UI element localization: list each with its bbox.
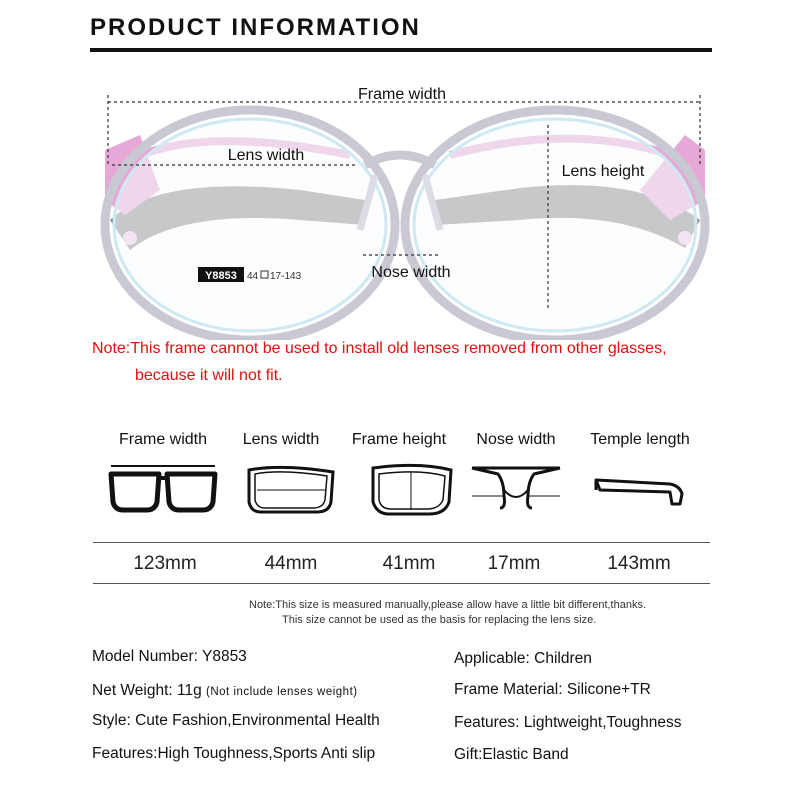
- spec-features-left: Features:High Toughness,Sports Anti slip: [92, 745, 376, 762]
- lens-width-label: Lens width: [227, 147, 305, 164]
- col-lens-width: Lens width: [242, 431, 320, 448]
- temple-print-model: Y8853: [205, 270, 237, 282]
- measure-note-line-2: This size cannot be used as the basis for replacing the lens size.: [282, 614, 597, 626]
- full-frame-icon: [103, 460, 223, 520]
- page-title: PRODUCT INFORMATION: [90, 14, 421, 41]
- spec-model: Model Number: Y8853: [92, 648, 247, 665]
- temple-print-size: 17-143: [270, 271, 302, 282]
- value-lens-width: 44mm: [264, 553, 318, 574]
- spec-weight: [92, 682, 358, 700]
- col-frame-width: Frame width: [118, 431, 208, 448]
- value-nose-width: 17mm: [487, 553, 541, 574]
- nose-bridge: [365, 155, 435, 165]
- spec-applicable: Applicable: Children: [454, 650, 592, 667]
- table-bottom-rule: [93, 583, 710, 584]
- col-nose-width: Nose width: [476, 431, 556, 448]
- table-top-rule: [93, 542, 710, 543]
- spec-weight-main: Net Weight: 11g: [92, 682, 202, 699]
- frame-width-label: Frame width: [357, 86, 447, 103]
- glasses-photo: [100, 80, 710, 340]
- spec-gift: Gift:Elastic Band: [454, 746, 569, 763]
- spec-style: Style: Cute Fashion,Environmental Health: [92, 712, 380, 729]
- value-frame-width: 123mm: [133, 553, 197, 574]
- lens-width-icon: [221, 460, 341, 520]
- nose-width-label: Nose width: [371, 264, 451, 281]
- temple-print-lens: 44: [247, 271, 259, 282]
- warning-line-2: because it will not fit.: [135, 367, 283, 384]
- spec-material: Frame Material: Silicone+TR: [454, 681, 651, 698]
- measure-note-line-1: Note:This size is measured manually,please allow have a little bit different,thanks.: [249, 599, 647, 611]
- right-lens: [414, 119, 696, 331]
- spec-weight-sub: (Not include lenses weight): [206, 686, 358, 698]
- lens-height-label: Lens height: [561, 163, 645, 180]
- col-frame-height: Frame height: [351, 431, 447, 448]
- nose-bridge-icon: [456, 460, 576, 520]
- title-underline: [90, 48, 712, 52]
- value-frame-height: 41mm: [382, 553, 436, 574]
- col-temple-length: Temple length: [590, 431, 690, 448]
- frame-height-icon: [339, 460, 459, 520]
- spec-features-right: Features: Lightweight,Toughness: [454, 714, 682, 731]
- temple-arm-icon: [580, 460, 700, 520]
- value-temple-length: 143mm: [607, 553, 671, 574]
- warning-line-1: Note:This frame cannot be used to install old lenses removed from other glasses,: [92, 340, 667, 357]
